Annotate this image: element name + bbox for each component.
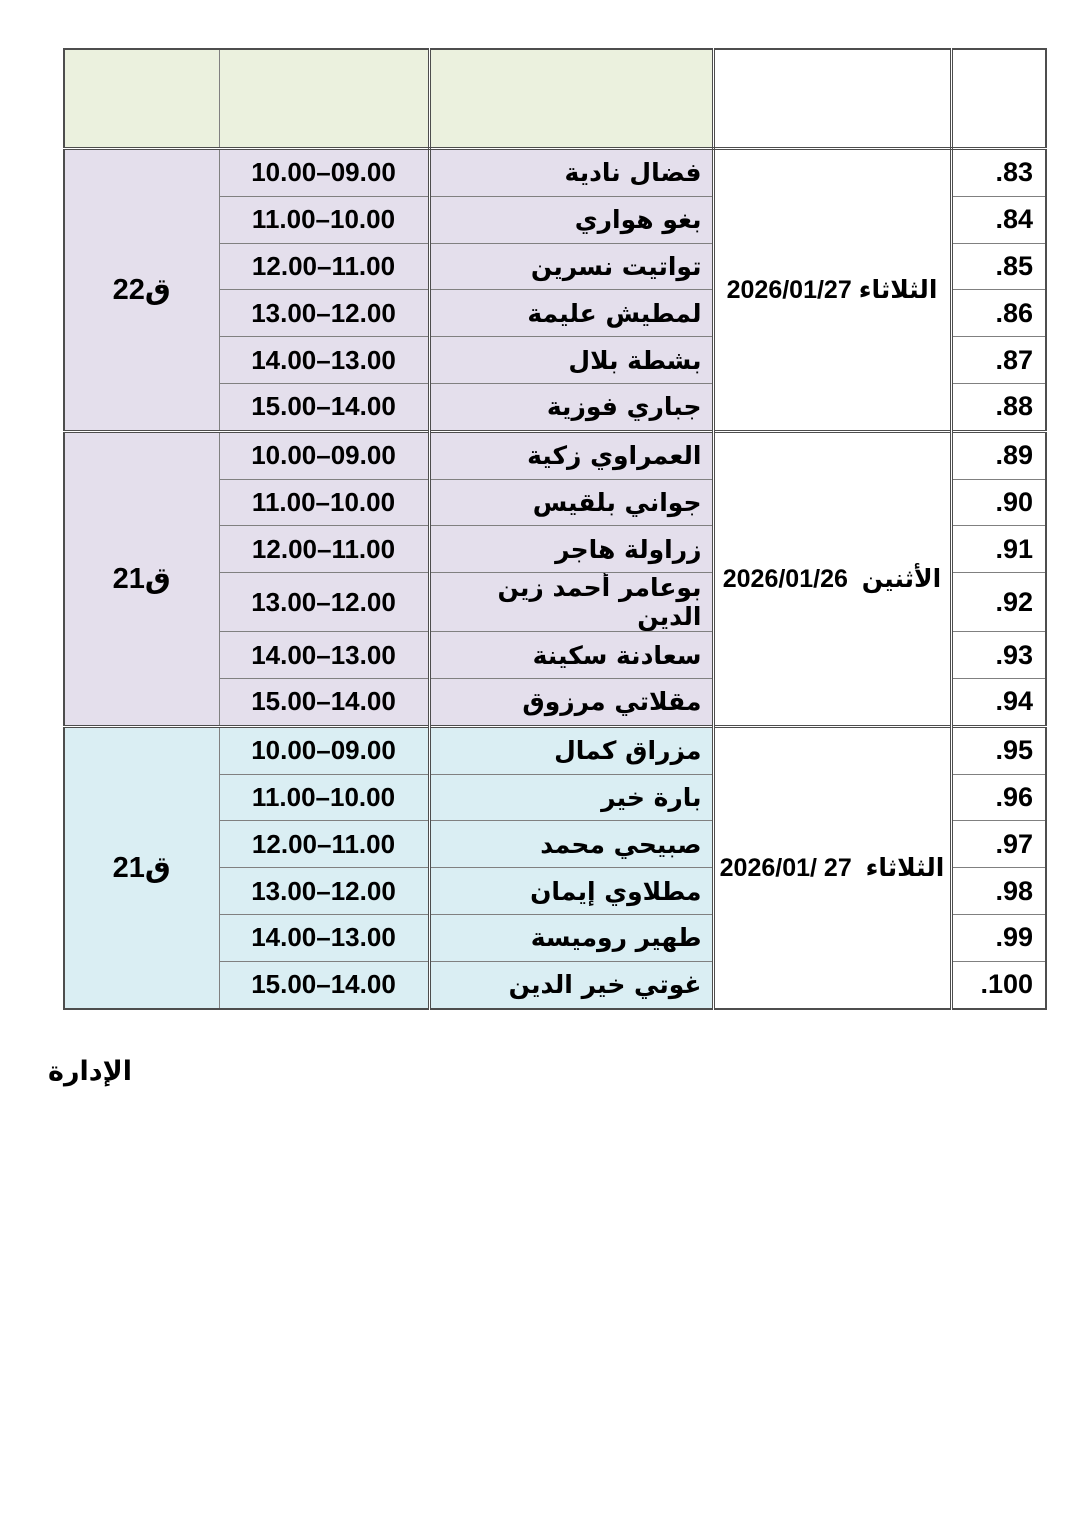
row-number-cell: .95 (951, 726, 1046, 774)
header-number-cell (951, 49, 1046, 149)
candidate-name-cell: مطلاوي إيمان (429, 868, 713, 915)
header-name-cell (429, 49, 713, 149)
time-slot-cell: 13.00–12.00 (219, 290, 429, 337)
table-row (64, 431, 1046, 479)
time-slot-cell: 14.00–13.00 (219, 337, 429, 384)
time-slot-cell: 10.00–09.00 (219, 726, 429, 774)
time-slot-cell: 15.00–14.00 (219, 961, 429, 1008)
room-cell: 21ق (64, 726, 219, 1008)
candidate-name-cell: العمراوي زكية (429, 431, 713, 479)
candidate-name-cell: لمطيش عليمة (429, 290, 713, 337)
candidate-name-cell: بوعامر أحمد زين الدين (429, 573, 713, 632)
candidate-name-cell: بشطة بلال (429, 337, 713, 384)
time-slot-cell: 10.00–09.00 (219, 149, 429, 197)
row-number-cell: .85 (951, 243, 1046, 290)
row-number-cell: .93 (951, 632, 1046, 679)
row-number-cell: .88 (951, 383, 1046, 431)
row-number-cell: .100 (951, 961, 1046, 1008)
time-slot-cell: 14.00–13.00 (219, 632, 429, 679)
candidate-name-cell: جواني بلقيس (429, 479, 713, 526)
row-number-cell: .94 (951, 678, 1046, 726)
row-number-cell: .86 (951, 290, 1046, 337)
row-number-cell: .89 (951, 431, 1046, 479)
candidate-name-cell: صبيحي محمد (429, 821, 713, 868)
time-slot-cell: 10.00–09.00 (219, 431, 429, 479)
header-room-cell (64, 49, 219, 149)
candidate-name-cell: طهير روميسة (429, 914, 713, 961)
time-slot-cell: 12.00–11.00 (219, 821, 429, 868)
time-slot-cell: 12.00–11.00 (219, 526, 429, 573)
row-number-cell: .91 (951, 526, 1046, 573)
candidate-name-cell: فضال نادية (429, 149, 713, 197)
candidate-name-cell: بغو هواري (429, 196, 713, 243)
row-number-cell: .90 (951, 479, 1046, 526)
candidate-name-cell: جباري فوزية (429, 383, 713, 431)
candidate-name-cell: غوتي خير الدين (429, 961, 713, 1008)
room-cell: 22ق (64, 149, 219, 432)
time-slot-cell: 15.00–14.00 (219, 383, 429, 431)
time-slot-cell: 11.00–10.00 (219, 774, 429, 821)
candidate-name-cell: بارة خير (429, 774, 713, 821)
schedule-table (63, 48, 1047, 1010)
row-number-cell: .92 (951, 573, 1046, 632)
time-slot-cell: 11.00–10.00 (219, 196, 429, 243)
room-cell: 21ق (64, 431, 219, 726)
time-slot-cell: 13.00–12.00 (219, 573, 429, 632)
time-slot-cell: 15.00–14.00 (219, 678, 429, 726)
row-number-cell: .99 (951, 914, 1046, 961)
row-number-cell: .98 (951, 868, 1046, 915)
header-row (64, 49, 1046, 149)
date-cell: 2026/01/ 27 الثلاثاء (713, 726, 951, 1008)
administration-label: الإدارة (48, 1056, 132, 1087)
row-number-cell: .96 (951, 774, 1046, 821)
candidate-name-cell: تواتيت نسرين (429, 243, 713, 290)
date-cell: 2026/01/27 الثلاثاء (713, 149, 951, 432)
table-row (64, 149, 1046, 197)
row-number-cell: .83 (951, 149, 1046, 197)
time-slot-cell: 13.00–12.00 (219, 868, 429, 915)
time-slot-cell: 14.00–13.00 (219, 914, 429, 961)
candidate-name-cell: مقلاتي مرزوق (429, 678, 713, 726)
candidate-name-cell: سعادنة سكينة (429, 632, 713, 679)
header-date-cell (713, 49, 951, 149)
candidate-name-cell: زراولة هاجر (429, 526, 713, 573)
time-slot-cell: 12.00–11.00 (219, 243, 429, 290)
row-number-cell: .97 (951, 821, 1046, 868)
time-slot-cell: 11.00–10.00 (219, 479, 429, 526)
date-cell: 2026/01/26 الأثنين (713, 431, 951, 726)
candidate-name-cell: مزراق كمال (429, 726, 713, 774)
row-number-cell: .87 (951, 337, 1046, 384)
table-row (64, 726, 1046, 774)
header-time-cell (219, 49, 429, 149)
row-number-cell: .84 (951, 196, 1046, 243)
